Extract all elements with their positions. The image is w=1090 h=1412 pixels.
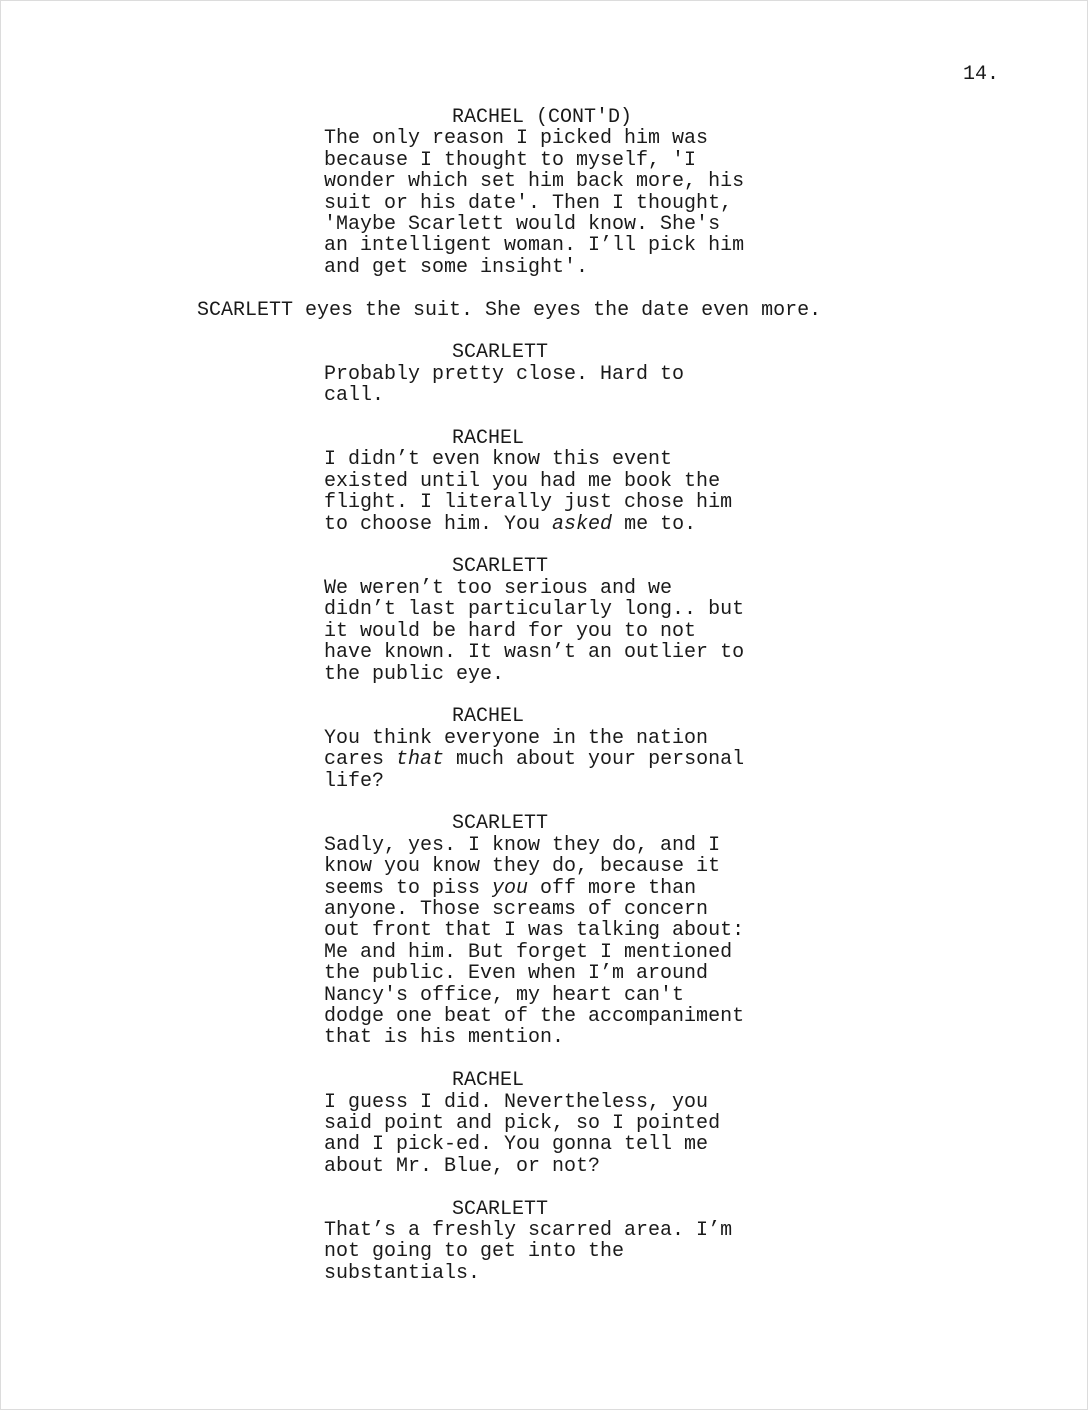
dialogue-block <box>1 107 1090 278</box>
dialogue-line: That’s a freshly scarred area. I’m <box>324 1219 733 1242</box>
dialogue-text <box>324 1220 784 1284</box>
dialogue-block <box>1 556 1090 684</box>
dialogue-line: didn’t last particularly long.. but <box>324 598 745 622</box>
dialogue-line: know you know they do, because it <box>324 855 721 879</box>
dialogue-text <box>324 364 784 407</box>
dialogue-line: anyone. Those screams of concern <box>324 897 709 921</box>
dialogue-text <box>324 578 784 685</box>
dialogue-line: call. <box>324 384 385 408</box>
dialogue-block <box>1 813 1090 1048</box>
dialogue-line: to choose him. You asked me to. <box>324 512 697 536</box>
dialogue-text <box>324 449 784 535</box>
character-name: RACHEL <box>452 705 525 729</box>
character-name: RACHEL (CONT'D) <box>452 106 633 129</box>
dialogue-line: because I thought to myself, 'I <box>324 148 697 172</box>
block-spacer <box>1 535 1090 556</box>
dialogue-line: I guess I did. Nevertheless, you <box>324 1090 709 1114</box>
dialogue-line: existed until you had me book the <box>324 469 721 493</box>
dialogue-block <box>1 342 1090 406</box>
dialogue-line: I didn’t even know this event <box>324 448 673 472</box>
block-spacer <box>1 321 1090 342</box>
dialogue-line: Sadly, yes. I know they do, and I <box>324 833 721 857</box>
dialogue-line: it would be hard for you to not <box>324 619 697 643</box>
dialogue-line: dodge one beat of the accompaniment <box>324 1004 745 1028</box>
dialogue-line: substantials. <box>324 1261 481 1285</box>
dialogue-line: not going to get into the <box>324 1240 625 1264</box>
dialogue-line: flight. I literally just chose him <box>324 491 733 515</box>
dialogue-line: suit or his date'. Then I thought, <box>324 191 733 215</box>
character-name: SCARLETT <box>452 341 549 365</box>
dialogue-text <box>324 1092 784 1178</box>
dialogue-line: and I pick-ed. You gonna tell me <box>324 1133 709 1157</box>
dialogue-line: wonder which set him back more, his <box>324 170 745 194</box>
dialogue-line: said point and pick, so I pointed <box>324 1111 721 1135</box>
dialogue-line: have known. It wasn’t an outlier to <box>324 641 745 665</box>
emphasis-text: that <box>396 748 445 772</box>
block-spacer <box>1 278 1090 299</box>
dialogue-text <box>324 835 784 1049</box>
dialogue-line: Nancy's office, my heart can't <box>324 983 685 1007</box>
dialogue-line: Me and him. But forget I mentioned <box>324 940 733 964</box>
dialogue-line: the public eye. <box>324 662 505 686</box>
dialogue-block <box>1 1199 1090 1285</box>
character-name: SCARLETT <box>452 1197 549 1221</box>
dialogue-line: Probably pretty close. Hard to <box>324 362 685 386</box>
action-line: SCARLETT eyes the suit. She eyes the date even more. <box>197 298 822 322</box>
dialogue-line: about Mr. Blue, or not? <box>324 1154 601 1178</box>
script-body <box>1 107 1090 1284</box>
dialogue-block <box>1 706 1090 792</box>
dialogue-line: You think everyone in the nation <box>324 726 709 750</box>
block-spacer <box>1 685 1090 706</box>
dialogue-line: cares that much about your personal <box>324 748 745 772</box>
dialogue-line: an intelligent woman. I’ll pick him <box>324 234 745 258</box>
dialogue-line: 'Maybe Scarlett would know. She's <box>324 213 721 237</box>
block-spacer <box>1 407 1090 428</box>
dialogue-line: that is his mention. <box>324 1026 565 1050</box>
character-name: SCARLETT <box>452 555 549 579</box>
dialogue-line: out front that I was talking about: <box>324 919 745 943</box>
dialogue-line: and get some insight'. <box>324 255 589 279</box>
action-block <box>1 300 1090 321</box>
character-name: RACHEL <box>452 1069 525 1093</box>
action-text <box>197 300 897 321</box>
dialogue-block <box>1 1070 1090 1177</box>
block-spacer <box>1 1177 1090 1198</box>
block-spacer <box>1 792 1090 813</box>
dialogue-line: The only reason I picked him was <box>324 127 709 151</box>
dialogue-text <box>324 128 784 278</box>
dialogue-line: life? <box>324 769 385 793</box>
emphasis-text: you <box>492 876 529 900</box>
dialogue-line: We weren’t too serious and we <box>324 576 673 600</box>
character-name: RACHEL <box>452 427 525 451</box>
dialogue-block <box>1 428 1090 535</box>
emphasis-text: asked <box>552 512 613 536</box>
dialogue-line: the public. Even when I’m around <box>324 962 709 986</box>
block-spacer <box>1 1049 1090 1070</box>
dialogue-text <box>324 728 784 792</box>
page-number: 14. <box>963 63 1000 86</box>
character-name: SCARLETT <box>452 812 549 836</box>
dialogue-line: seems to piss you off more than <box>324 876 697 900</box>
